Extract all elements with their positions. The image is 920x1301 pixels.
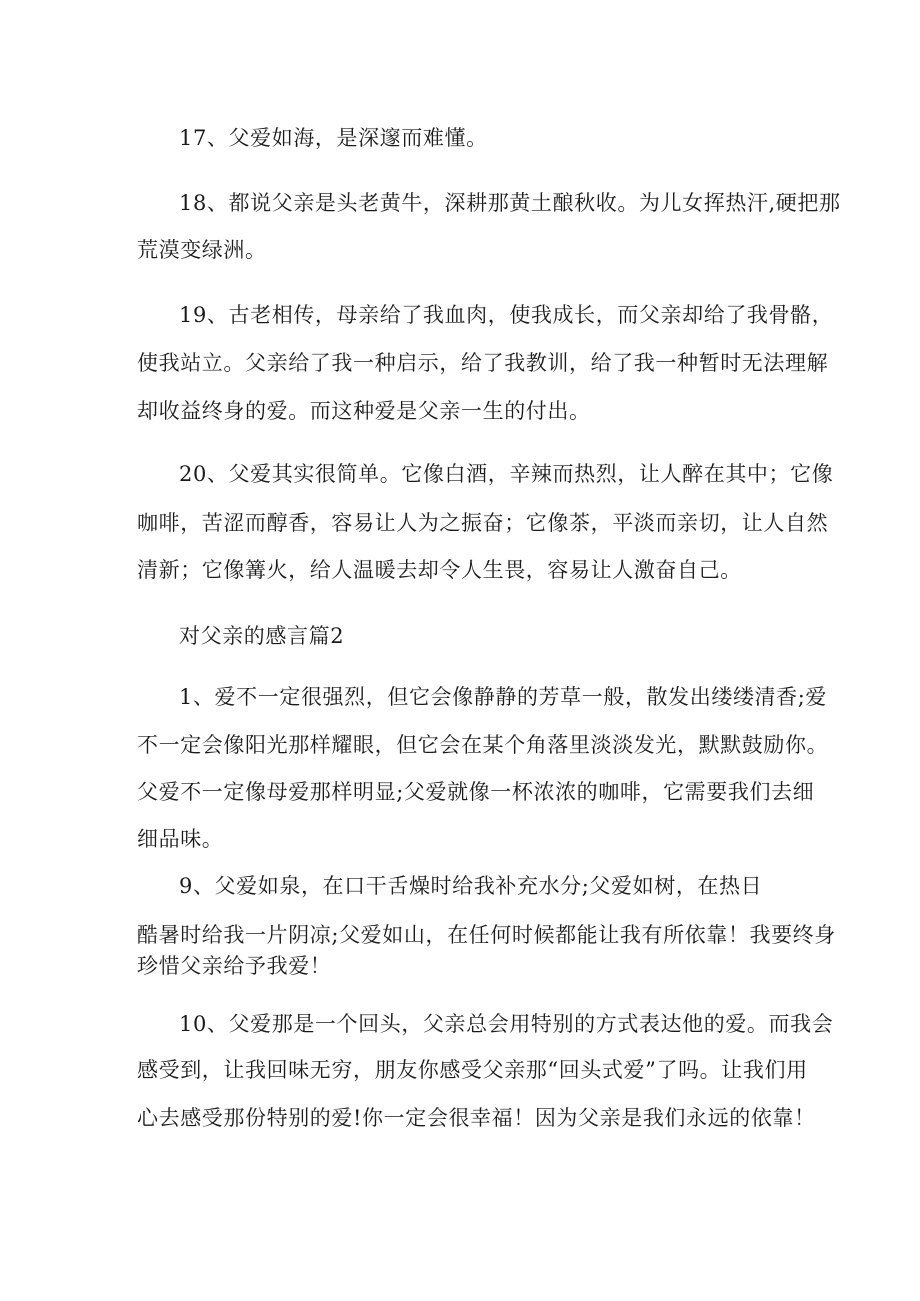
section2-paragraph-10-line-3: 心去感受那份特别的爱!你一定会很幸福！因为父亲是我们永远的依靠！ <box>137 1106 816 1130</box>
section-heading: 对父亲的感言篇2 <box>179 624 345 648</box>
paragraph-20-line-3: 清新；它像篝火，给人温暖去却令人生畏，容易让人激奋自己。 <box>137 558 742 582</box>
paragraph-17-line-1: 17、父爱如海，是深邃而难懂。 <box>179 126 488 150</box>
paragraph-19-line-3: 却收益终身的爱。而这种爱是父亲一生的付出。 <box>137 399 591 423</box>
section2-paragraph-9-line-2: 酷暑时给我一片阴凉;父爱如山，在任何时候都能让我有所依靠！我要终身 <box>137 923 836 947</box>
section2-paragraph-9-line-1: 9、父爱如泉，在口干舌燥时给我补充水分;父爱如树，在热日 <box>179 874 763 898</box>
paragraph-20-line-1: 20、父爱其实很简单。它像白酒，辛辣而热烈，让人醉在其中；它像 <box>179 462 834 486</box>
paragraph-18-line-1: 18、都说父亲是头老黄牛，深耕那黄土酿秋收。为儿女挥热汗,硬把那 <box>179 191 841 215</box>
paragraph-19-line-2: 使我站立。父亲给了我一种启示，给了我教训，给了我一种暂时无法理解 <box>137 351 829 375</box>
section2-paragraph-10-line-2: 感受到，让我回味无穷，朋友你感受父亲那“回头式爱”了吗。让我们用 <box>137 1058 808 1082</box>
section2-paragraph-9-line-3: 珍惜父亲给予我爱！ <box>137 954 332 978</box>
paragraph-19-line-1: 19、古老相传，母亲给了我血肉，使我成长，而父亲却给了我骨骼， <box>179 303 834 327</box>
paragraph-18-line-2: 荒漠变绿洲。 <box>137 238 267 262</box>
paragraph-20-line-2: 咖啡，苦涩而醇香，容易让人为之振奋；它像茶，平淡而亲切，让人自然 <box>137 511 829 535</box>
section2-paragraph-10-line-1: 10、父爱那是一个回头，父亲总会用特别的方式表达他的爱。而我会 <box>179 1012 834 1036</box>
section2-paragraph-1-line-1: 1、爱不一定很强烈，但它会像静静的芳草一般，散发出缕缕清香;爱 <box>179 685 828 709</box>
section2-paragraph-1-line-2: 不一定会像阳光那样耀眼，但它会在某个角落里淡淡发光，默默鼓励你。 <box>137 733 829 757</box>
section2-paragraph-1-line-3: 父爱不一定像母爱那样明显;父爱就像一杯浓浓的咖啡，它需要我们去细 <box>137 780 815 804</box>
section2-paragraph-1-line-4: 细品味。 <box>137 827 224 851</box>
